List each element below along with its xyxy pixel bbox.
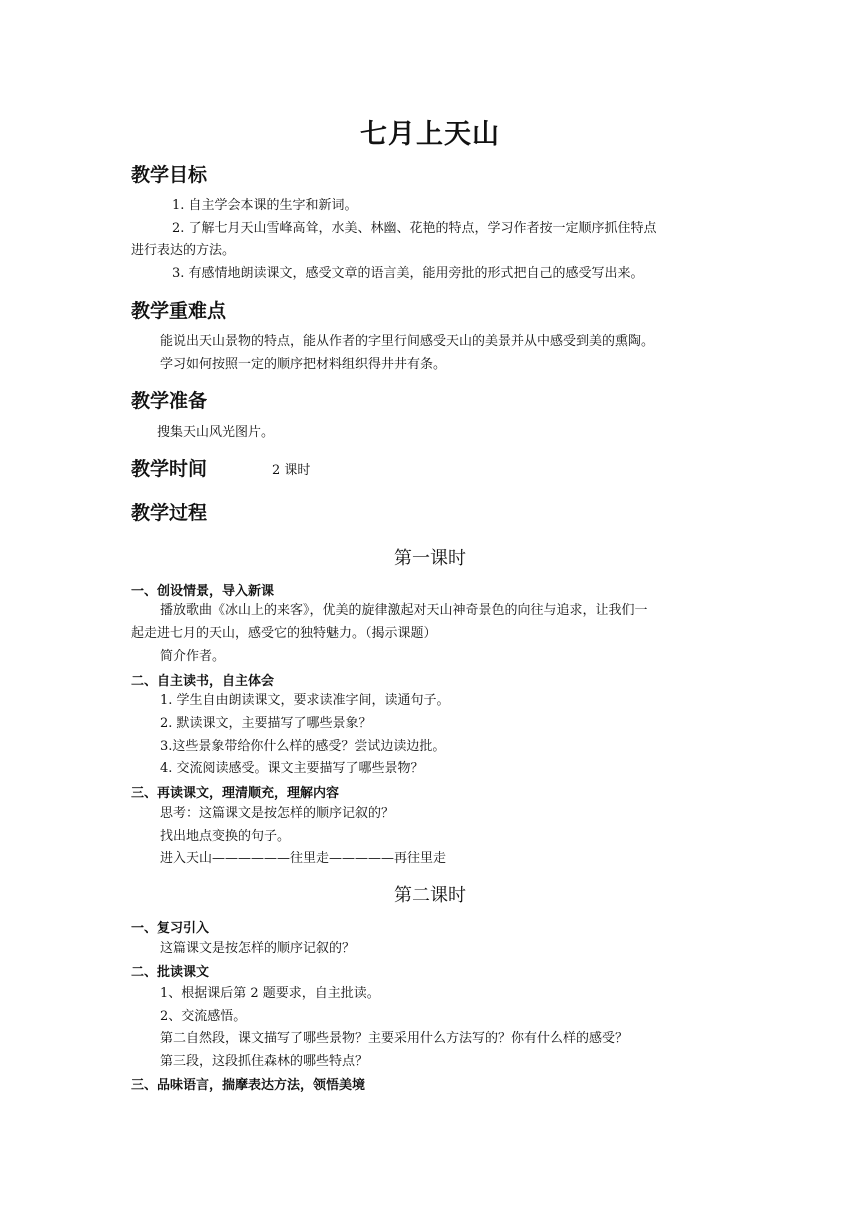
lesson2-heading: 第二课时 bbox=[394, 885, 466, 906]
time-value: 2 课时 bbox=[272, 463, 311, 478]
lesson2-line: 1、根据课后第 2 题要求，自主批读。 bbox=[160, 986, 380, 1001]
lesson1-line: 播放歌曲《冰山上的来客》，优美的旋律激起对天山神奇景色的向往与追求，让我们一 bbox=[160, 603, 648, 618]
lesson1-section-title: 三、再读课文，理清顺充，理解内容 bbox=[131, 786, 340, 801]
objective-item: 3. 有感情地朗读课文，感受文章的语言美，能用旁批的形式把自己的感受写出来。 bbox=[172, 266, 644, 281]
document-title: 七月上天山 bbox=[360, 119, 500, 150]
lesson1-line: 找出地点变换的句子。 bbox=[160, 829, 291, 844]
difficulty-line: 能说出天山景物的特点，能从作者的字里行间感受天山的美景并从中感受到美的熏陶。 bbox=[160, 334, 655, 349]
lesson1-section-title: 一、创设情景，导入新课 bbox=[131, 584, 275, 599]
difficulty-line: 学习如何按照一定的顺序把材料组织得井井有条。 bbox=[160, 357, 447, 372]
lesson1-section-title: 二、自主读书，自主体会 bbox=[131, 674, 275, 689]
lesson2-section-title: 三、品味语言，揣摩表达方法，领悟美境 bbox=[131, 1078, 366, 1093]
lesson1-line: 思考：这篇课文是按怎样的顺序记叙的？ bbox=[160, 806, 395, 821]
lesson1-line: 简介作者。 bbox=[160, 649, 226, 664]
preparation-heading: 教学准备 bbox=[131, 390, 208, 412]
objective-item: 2. 了解七月天山雪峰高耸，水美、林幽、花艳的特点，学习作者按一定顺序抓住特点 bbox=[172, 221, 657, 236]
lesson2-line: 2、交流感悟。 bbox=[160, 1009, 247, 1024]
lesson2-line: 第三段，这段抓住森林的哪些特点？ bbox=[160, 1054, 369, 1069]
lesson1-line: 1. 学生自由朗读课文，要求读准字间，读通句子。 bbox=[160, 693, 450, 708]
objective-item: 1. 自主学会本课的生字和新词。 bbox=[172, 198, 358, 213]
lesson1-line: 起走进七月的天山，感受它的独特魅力。（揭示课题） bbox=[131, 626, 437, 641]
lesson2-line: 第二自然段，课文描写了哪些景物？主要采用什么方法写的？你有什么样的感受？ bbox=[160, 1031, 629, 1046]
lesson1-line: 进入天山——————往里走—————再往里走 bbox=[160, 851, 447, 866]
lesson1-line: 4. 交流阅读感受。课文主要描写了哪些景物？ bbox=[160, 761, 424, 776]
lesson1-heading: 第一课时 bbox=[394, 548, 466, 569]
objective-item-continued: 进行表达的方法。 bbox=[131, 243, 236, 258]
difficulties-heading: 教学重难点 bbox=[131, 300, 227, 322]
process-heading: 教学过程 bbox=[131, 502, 208, 524]
lesson2-section-title: 二、批读课文 bbox=[131, 965, 210, 980]
objectives-heading: 教学目标 bbox=[131, 164, 208, 186]
lesson2-section-title: 一、复习引入 bbox=[131, 921, 210, 936]
time-heading: 教学时间 bbox=[131, 458, 208, 480]
preparation-text: 搜集天山风光图片。 bbox=[157, 425, 275, 440]
lesson2-line: 这篇课文是按怎样的顺序记叙的？ bbox=[160, 941, 356, 956]
lesson1-line: 2. 默读课文，主要描写了哪些景象？ bbox=[160, 716, 372, 731]
lesson1-line: 3.这些景象带给你什么样的感受？尝试边读边批。 bbox=[160, 739, 446, 754]
